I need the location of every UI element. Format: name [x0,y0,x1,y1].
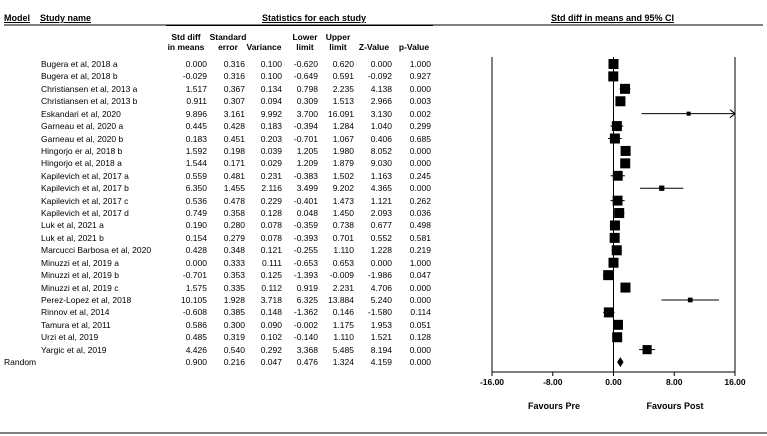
study-name: Marcucci Barbosa et al, 2020 [41,245,152,256]
cell-smd: 0.536 [185,195,207,206]
cell-lower: 6.325 [296,294,318,305]
cell-z: 0.000 [370,59,392,69]
study-marker [603,270,613,280]
x-tick-label: -8.00 [543,377,563,387]
cell-upper: 1.473 [332,195,354,206]
cell-lower: 0.798 [296,83,318,94]
study-name-header: Study name [40,13,92,23]
cell-upper: 1.513 [332,96,354,107]
study-marker [613,171,623,181]
cell-lower: -0.255 [293,245,318,256]
cell-p: 0.299 [409,121,431,132]
cell-z: 2.966 [370,96,392,107]
cell-se: 1.455 [223,183,245,194]
study-name: Bugera et al, 2018 b [41,71,118,82]
cell-se: 0.319 [223,332,245,343]
study-marker [687,112,691,116]
cell-p: 0.000 [409,83,431,94]
cell-p: 0.002 [409,108,431,119]
cell-se: 0.307 [223,96,245,107]
cell-p: 0.581 [409,232,431,243]
cell-upper: 1.879 [332,158,354,169]
study-name: Hingorjo er al, 2018 b [41,145,123,156]
study-name: Garneau et al, 2020 a [41,121,124,132]
cell-lower: 1.209 [296,158,318,169]
cell-p: 0.498 [409,220,431,231]
cell-se: 0.348 [223,245,245,256]
cell-p: 1.000 [409,59,431,69]
cell-se: 0.451 [223,133,245,144]
cell-se: 0.481 [223,170,245,181]
cell-se: 0.358 [223,208,245,219]
cell-p: 0.051 [409,319,431,330]
cell-smd: 0.485 [185,332,207,343]
cell-p: 0.245 [409,170,431,181]
cell-p: 0.219 [409,245,431,256]
cell-p: 0.128 [409,332,431,343]
study-marker [620,158,630,168]
x-tick-label: -16.00 [479,377,505,387]
cell-upper: 9.202 [332,183,354,194]
cell-var: 0.183 [260,121,282,132]
study-marker [608,71,618,81]
cell-z: 0.000 [370,257,392,268]
statistics-header: Statistics for each study [262,13,367,23]
study-name: Perez-Lopez et al, 2018 [41,294,132,305]
study-marker [613,196,623,206]
cell-var: 0.231 [260,170,282,181]
cell-upper: 1.110 [333,332,354,343]
summary-se: 0.216 [223,357,245,368]
cell-smd: 0.911 [186,96,207,107]
cell-smd: 4.426 [185,344,207,355]
cell-var: 0.121 [260,245,282,256]
cell-smd: 0.749 [185,208,207,219]
cell-upper: 2.231 [332,282,354,293]
cell-se: 0.333 [223,257,245,268]
favours-pre-label: Favours Pre [527,401,581,411]
cell-lower: -0.383 [293,170,318,181]
study-marker [610,220,620,230]
cell-se: 0.316 [223,71,245,82]
summary-p: 0.000 [409,357,431,368]
study-name: Garneau et al, 2020 b [41,133,124,144]
study-name: Yargic et al, 2019 [41,344,107,355]
study-name: Luk et al, 2021 a [41,220,104,231]
cell-lower: -0.649 [293,71,318,82]
cell-p: 0.114 [410,307,431,318]
column-header-p: p-Value [398,42,430,52]
cell-var: 0.111 [261,257,282,268]
study-name: Tamura et al, 2011 [41,319,111,330]
cell-var: 0.100 [260,71,282,82]
cell-lower: -0.701 [293,133,318,144]
cell-lower: -0.401 [293,195,318,206]
cell-lower: 0.919 [296,282,318,293]
cell-smd: 0.000 [185,59,207,69]
cell-z: 3.130 [370,108,392,119]
cell-lower: -1.362 [293,307,318,318]
cell-var: 2.116 [261,183,282,194]
cell-p: 0.000 [409,145,431,156]
cell-var: 0.100 [260,59,282,69]
cell-p: 1.000 [409,257,431,268]
cell-z: 4.138 [370,83,392,94]
cell-var: 0.128 [260,208,282,219]
cell-upper: 0.591 [332,71,354,82]
summary-diamond [617,357,623,367]
study-marker [612,332,622,342]
cell-smd: 1.544 [185,158,207,169]
study-name: Kapilevich et al, 2017 a [41,170,129,181]
cell-var: 3.718 [260,294,282,305]
cell-upper: 0.620 [332,59,354,69]
cell-z: 1.121 [370,195,392,206]
cell-upper: -0.009 [329,270,354,281]
study-name: Minuzzi et al, 2019 a [41,257,119,268]
summary-upper: 1.324 [332,357,354,368]
model-header: Model [4,13,30,23]
cell-lower: -1.393 [293,270,318,281]
study-marker [604,307,614,317]
favours-post-label: Favours Post [646,401,704,411]
cell-lower: -0.653 [293,257,318,268]
study-marker [614,208,624,218]
cell-z: 8.052 [370,145,392,156]
cell-z: 8.194 [370,344,392,355]
study-name: Christiansen et al, 2013 a [41,83,138,94]
column-header-lower: limit [296,42,314,52]
cell-p: 0.685 [409,133,431,144]
cell-var: 0.148 [260,307,282,318]
cell-p: 0.262 [409,195,431,206]
cell-var: 0.229 [260,195,282,206]
cell-se: 0.385 [223,307,245,318]
study-marker [613,320,623,330]
cell-z: 1.228 [370,245,392,256]
cell-se: 0.300 [223,319,245,330]
x-tick-label: 0.00 [605,377,622,387]
cell-var: 0.090 [260,319,282,330]
cell-z: 4.706 [370,282,392,293]
cell-p: 0.000 [409,294,431,305]
cell-var: 0.112 [261,282,282,293]
cell-z: -1.986 [367,270,392,281]
cell-smd: 1.575 [185,282,207,293]
column-header-z: Z-Value [358,42,390,52]
study-marker [610,233,620,243]
study-name: Minuzzi et al, 2019 b [41,270,119,281]
x-tick-label: 16.00 [724,377,746,387]
column-header-upper: limit [329,42,347,52]
study-marker [612,121,622,131]
study-name: Kapilevich et al, 2017 b [41,183,129,194]
cell-smd: 0.586 [185,319,207,330]
x-tick-label: 8.00 [665,377,683,387]
study-marker [615,96,625,106]
cell-z: 1.040 [370,121,392,132]
cell-upper: 16.091 [328,108,354,119]
summary-var: 0.047 [260,357,282,368]
cell-var: 0.125 [260,270,282,281]
cell-upper: 1.175 [332,319,354,330]
study-name: Urzi et al, 2019 [41,332,99,343]
cell-lower: -0.140 [293,332,318,343]
cell-upper: 1.284 [332,121,354,132]
study-marker [612,245,622,255]
cell-se: 0.367 [223,83,245,94]
cell-upper: 5.485 [332,344,354,355]
study-marker [688,298,693,303]
cell-lower: 0.048 [296,208,318,219]
cell-p: 0.000 [409,158,431,169]
cell-se: 0.280 [223,220,245,231]
study-name: Rinnov et al, 2014 [41,307,110,318]
cell-upper: 1.980 [332,145,354,156]
cell-p: 0.000 [409,183,431,194]
cell-lower: 1.205 [296,145,318,156]
summary-z: 4.159 [370,357,392,368]
cell-smd: 0.000 [185,257,207,268]
column-header-smd: Std diff [171,32,201,42]
cell-smd: 1.517 [185,83,207,94]
cell-z: 2.093 [370,208,392,219]
cell-var: 0.134 [260,83,282,94]
cell-se: 0.198 [223,145,245,156]
cell-z: 4.365 [370,183,392,194]
cell-upper: 2.235 [332,83,354,94]
column-header-lower: Lower [292,32,318,42]
cell-lower: -0.620 [293,59,318,69]
cell-lower: 0.309 [296,96,318,107]
cell-se: 0.279 [223,232,245,243]
cell-upper: 0.146 [332,307,354,318]
cell-p: 0.000 [409,344,431,355]
cell-z: 0.552 [370,232,392,243]
cell-p: 0.036 [409,208,431,219]
study-name: Eskandari et al, 2020 [41,108,121,119]
cell-smd: 0.190 [185,220,207,231]
study-name: Luk et al, 2021 b [41,232,104,243]
study-marker [620,283,630,293]
study-marker [621,146,631,156]
study-name: Kapilevich et al, 2017 c [41,195,129,206]
cell-p: 0.927 [409,71,431,82]
study-name: Hingorjo et al, 2018 a [41,158,122,169]
study-marker [620,84,630,94]
cell-var: 0.292 [260,344,282,355]
cell-lower: -0.394 [293,121,318,132]
cell-upper: 0.701 [332,232,354,243]
cell-se: 0.540 [223,344,245,355]
cell-var: 0.078 [260,220,282,231]
cell-smd: 9.896 [185,108,207,119]
cell-upper: 0.738 [332,220,354,231]
cell-upper: 0.653 [332,257,354,268]
column-header-upper: Upper [325,32,351,42]
cell-var: 0.039 [260,145,282,156]
cell-z: -0.092 [367,71,392,82]
cell-lower: -0.002 [293,319,318,330]
cell-p: 0.003 [409,96,431,107]
cell-lower: 3.499 [296,183,318,194]
column-header-se: Standard [209,32,247,42]
cell-upper: 13.884 [328,294,354,305]
cell-se: 1.928 [223,294,245,305]
cell-var: 0.029 [260,158,282,169]
cell-var: 0.203 [260,133,282,144]
cell-lower: -0.359 [293,220,318,231]
cell-z: 1.163 [370,170,392,181]
cell-smd: -0.608 [182,307,207,318]
cell-var: 0.094 [260,96,282,107]
summary-smd: 0.900 [185,357,207,368]
cell-z: 1.521 [370,332,392,343]
cell-smd: 0.445 [185,121,207,132]
cell-se: 0.316 [223,59,245,69]
cell-z: 0.677 [370,220,392,231]
ci-header: Std diff in means and 95% CI [551,13,675,23]
cell-lower: 3.700 [296,108,318,119]
cell-lower: -0.393 [293,232,318,243]
cell-p: 0.047 [409,270,431,281]
cell-z: 5.240 [370,294,392,305]
cell-upper: 1.502 [332,170,354,181]
study-marker [609,59,619,69]
cell-se: 3.161 [223,108,245,119]
cell-var: 0.078 [260,232,282,243]
cell-smd: 0.428 [185,245,207,256]
cell-var: 9.992 [260,108,282,119]
cell-p: 0.000 [409,282,431,293]
study-marker [610,134,620,144]
cell-smd: -0.701 [182,270,207,281]
cell-upper: 1.067 [332,133,354,144]
cell-smd: -0.029 [182,71,207,82]
cell-z: 0.406 [370,133,392,144]
study-name: Bugera et al, 2018 a [41,59,118,69]
cell-smd: 0.154 [185,232,207,243]
summary-lower: 0.476 [296,357,318,368]
cell-smd: 10.105 [181,294,207,305]
study-name: Christiansen et al, 2013 b [41,96,138,107]
study-marker [643,345,652,354]
cell-z: -1.580 [367,307,392,318]
cell-z: 1.953 [370,319,392,330]
cell-smd: 6.350 [185,183,207,194]
column-header-se: error [218,42,238,52]
cell-smd: 0.183 [185,133,207,144]
cell-var: 0.102 [260,332,282,343]
cell-se: 0.353 [223,270,245,281]
study-marker [659,186,664,191]
study-name: Minuzzi et al, 2019 c [41,282,119,293]
column-header-smd: in means [167,42,205,52]
model-label: Random [4,357,37,368]
cell-se: 0.171 [223,158,245,169]
cell-z: 9.030 [370,158,392,169]
cell-se: 0.478 [223,195,245,206]
cell-upper: 1.110 [333,245,354,256]
cell-smd: 0.559 [185,170,207,181]
study-marker [609,258,619,268]
cell-se: 0.428 [223,121,245,132]
cell-smd: 1.592 [185,145,207,156]
study-name: Kapilevich et al, 2017 d [41,208,129,219]
cell-upper: 1.450 [332,208,354,219]
cell-lower: 3.368 [296,344,318,355]
column-header-var: Variance [246,42,282,52]
cell-se: 0.335 [223,282,245,293]
